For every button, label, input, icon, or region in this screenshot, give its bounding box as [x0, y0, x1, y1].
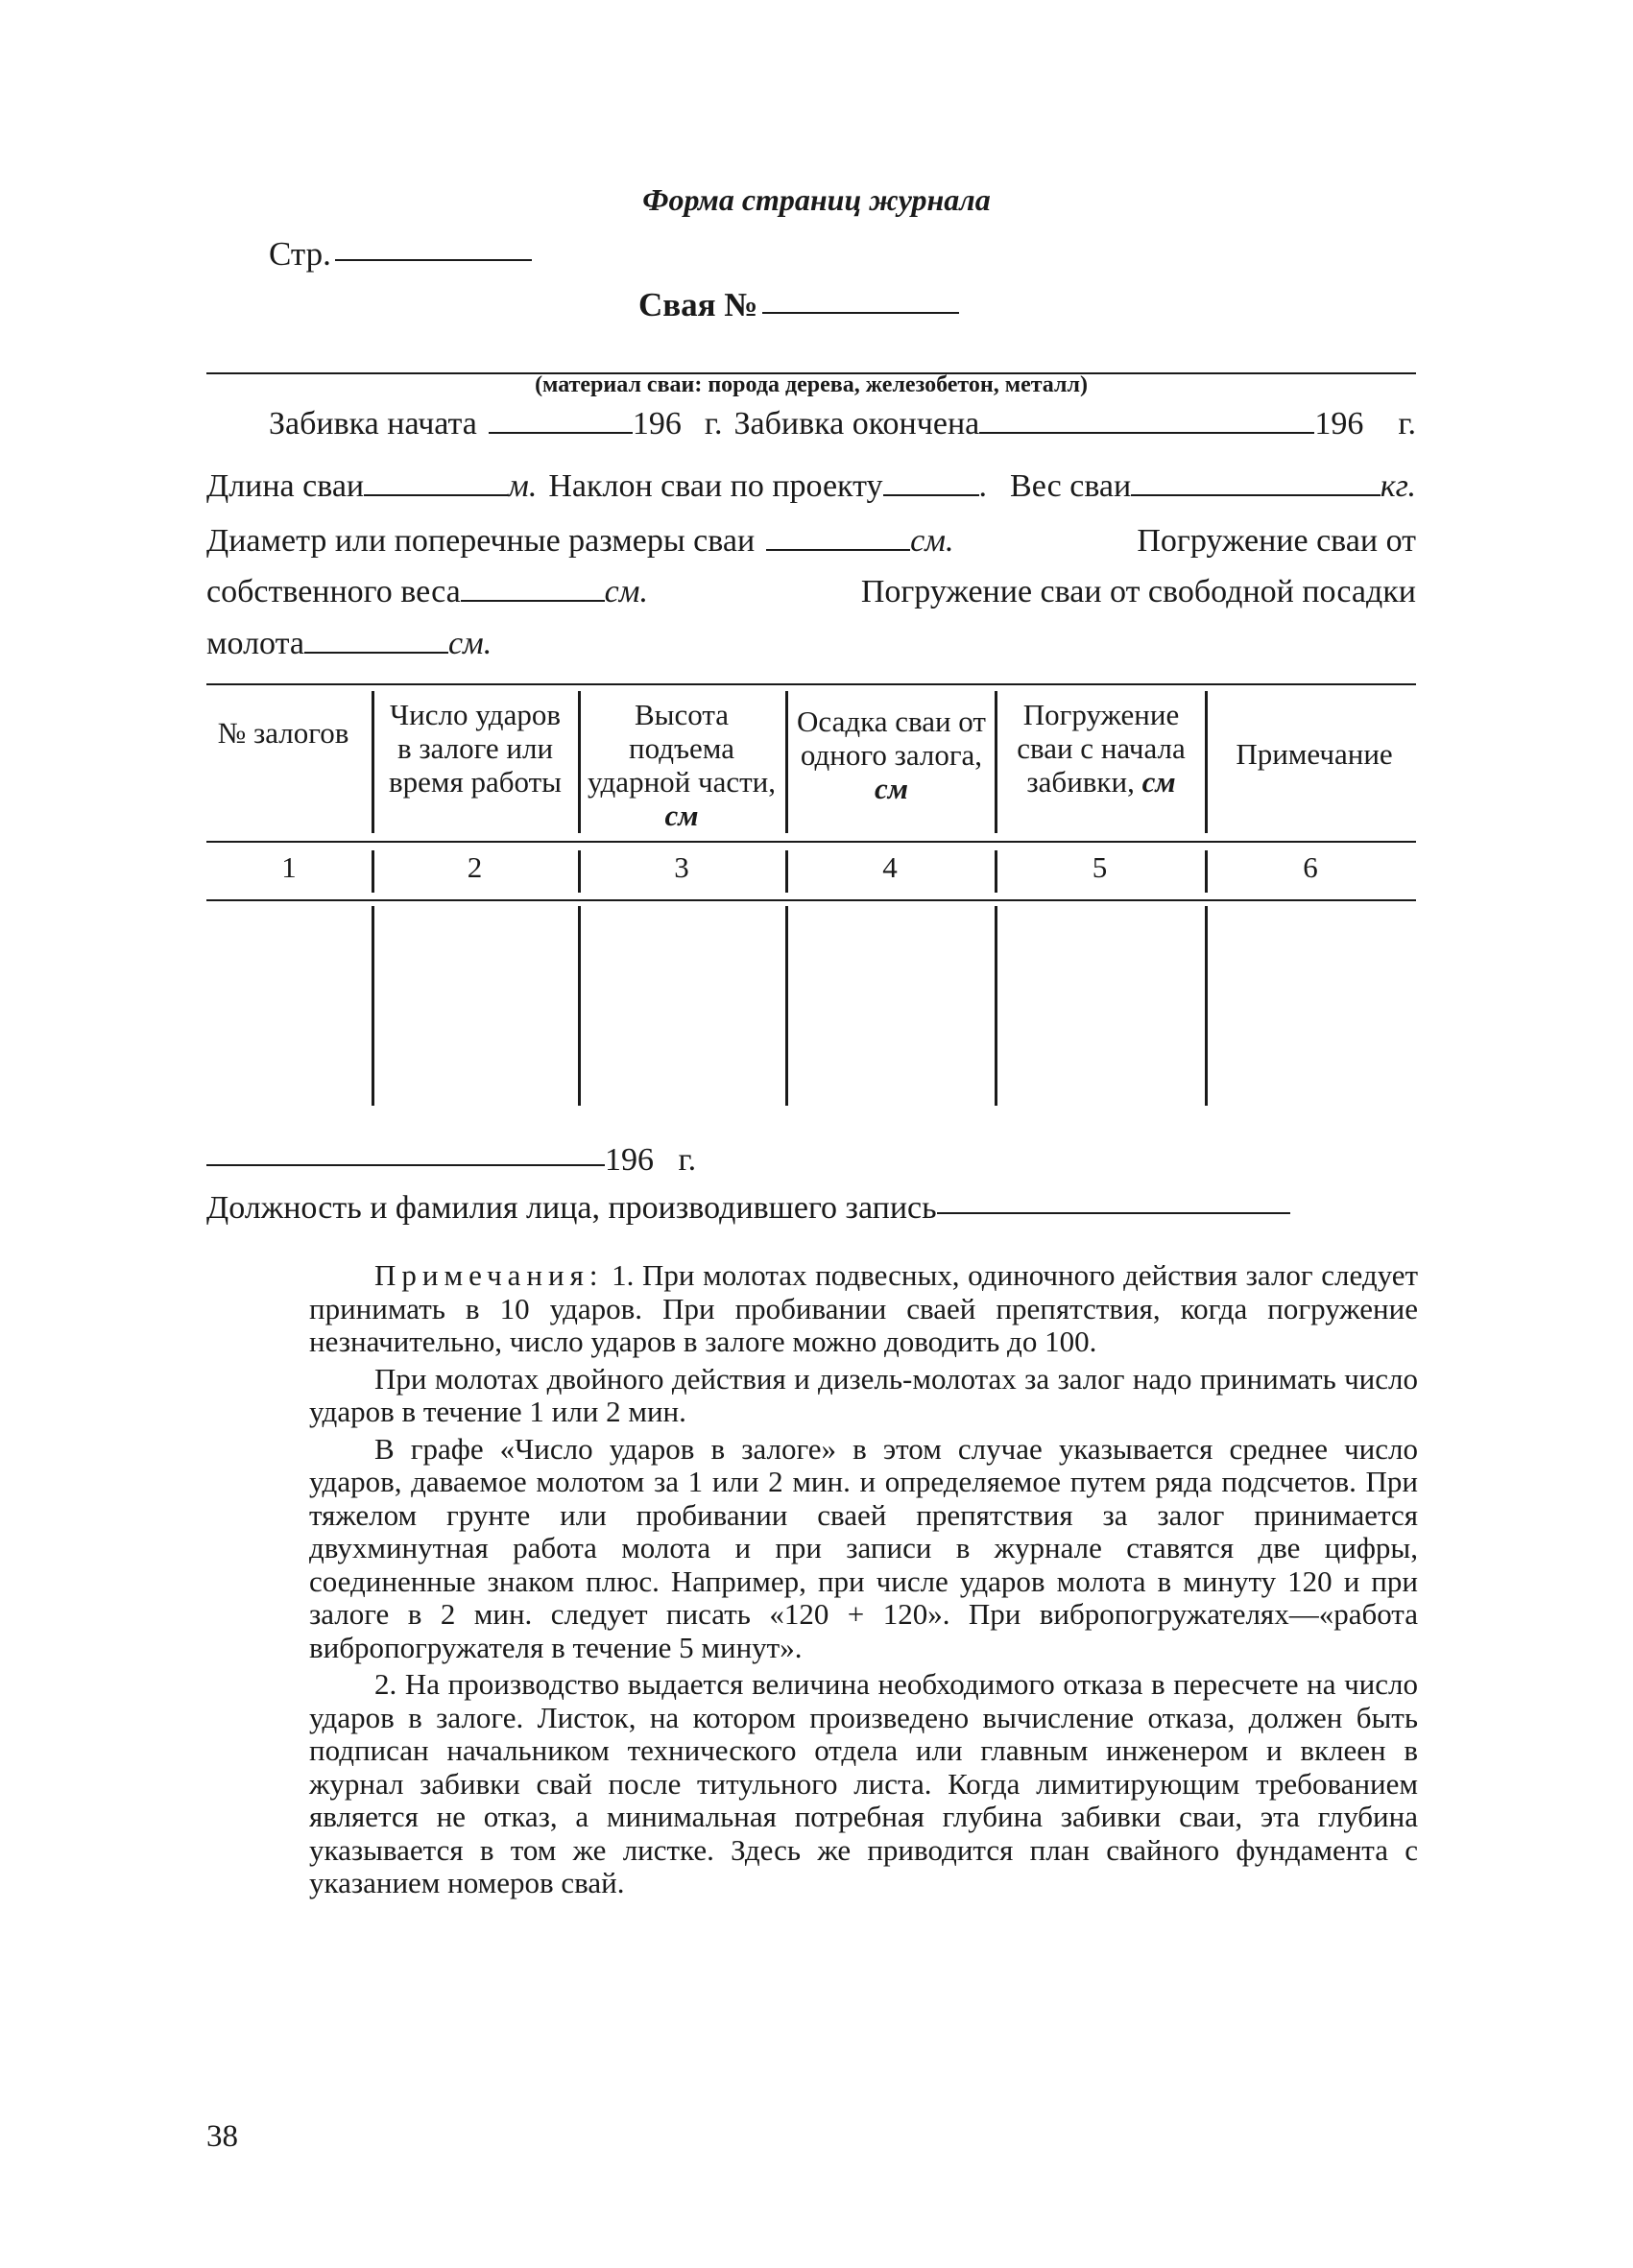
header-col-2: Число ударов в залоге или время работы [388, 698, 563, 799]
note-paragraph-4: 2. На производство выдается величина необходимого отказа в пересчете на число ударов в залоге. Листок, на котором произведено вычисление отказа, должен быть подписан начальником технического отдела или главным инженером и вклеен в журнал забивки свай после титульного листа. Когда лимитирующим требованием является не отказ, а минимальная потребная глубина забивки сваи, эта глубина указывается в том же листке. Здесь же приводится план свайного фундамента с указанием номеров свай. [309, 1667, 1418, 1899]
free-drop-unit: см. [447, 626, 492, 661]
driving-started-blank [489, 432, 633, 434]
body-divider-2 [578, 906, 581, 1106]
driving-finished-year-unit: г. [1398, 406, 1416, 442]
table-top-border [206, 683, 1416, 685]
header-col-1: № залогов [217, 716, 349, 750]
header-divider [206, 841, 1416, 843]
note-paragraph-2: При молотах двойного действия и дизель-молотах за залог надо принимать число ударов в течение 1 или 2 мин. [309, 1361, 1418, 1428]
driving-finished-blank [979, 432, 1314, 434]
driving-started-year-unit: г. [704, 406, 723, 442]
recorder-line [206, 1190, 1290, 1227]
pile-diameter-unit: см. [910, 523, 954, 559]
col-divider-2 [578, 691, 581, 833]
note-paragraph-1 [309, 1259, 1418, 1359]
header-col-6: Примечание [1236, 737, 1393, 771]
column-number-1: 1 [281, 850, 297, 884]
header-col-4 [793, 704, 990, 805]
free-drop-blank [304, 652, 448, 654]
notes-lead: Примечания: [374, 1258, 604, 1292]
pile-length-label: Длина сваи [206, 468, 365, 504]
col-divider-3 [785, 691, 788, 833]
pile-length-unit: м. [508, 468, 538, 504]
pile-slope-blank [883, 494, 979, 496]
self-weight-line [206, 574, 1416, 610]
pile-slope-end: . [978, 468, 988, 504]
recorder-blank [937, 1212, 1290, 1214]
column-number-6: 6 [1303, 850, 1318, 884]
body-divider-1 [372, 906, 374, 1106]
header-col-3 [586, 698, 778, 832]
driving-finished-label: Забивка окончена [733, 406, 980, 442]
column-number-5: 5 [1092, 850, 1108, 884]
free-drop-label-a: Погружение сваи от свободной посадки [860, 574, 1416, 609]
page-ref-label: Стр. [269, 235, 331, 273]
driving-finished-year: 196 [1314, 406, 1364, 442]
pile-weight-blank [1131, 494, 1381, 496]
pile-number-field [638, 286, 959, 324]
col-divider-1 [372, 691, 374, 833]
column-number-2: 2 [467, 850, 483, 884]
column-number-4: 4 [882, 850, 898, 884]
self-weight-blank [461, 600, 605, 602]
header-col-5-unit: см [1141, 765, 1176, 799]
pile-length-blank [364, 494, 508, 496]
note-paragraph-3: В графе «Число ударов в залоге» в этом случае указывается среднее число ударов, даваемое молотом за 1 или 2 мин. и определяемое путем ряда подсчетов. При тяжелом грунте или пробивании сваей препятствия за залог принимается двухминутная работа молота и при записи в журнале ставятся две цифры, соединенные знаком плюс. Например, при числе ударов молота в минуту 120 и при залоге в 2 мин. следует писать «120 + 120». При вибропогружателях—«работа вибропогружателя в течение 5 минут». [309, 1431, 1418, 1664]
page-ref-field [269, 235, 532, 274]
self-weight-unit: см. [604, 574, 648, 609]
pile-slope-label: Наклон сваи по проекту [548, 468, 883, 504]
pile-diameter-line [206, 523, 1416, 560]
free-drop-line [206, 626, 1416, 662]
record-date-line [206, 1142, 696, 1179]
page-number: 38 [206, 2119, 238, 2154]
body-divider-5 [1205, 906, 1208, 1106]
notes-block [309, 1259, 1418, 1904]
header-col-4-text: Осадка сваи от одного залога, [797, 704, 986, 772]
col-divider-5 [1205, 691, 1208, 833]
driving-started-label: Забивка начата [269, 406, 477, 442]
column-number-3: 3 [674, 850, 689, 884]
pile-length-line [206, 468, 1416, 505]
body-divider-3 [785, 906, 788, 1106]
record-date-unit: г. [678, 1142, 697, 1178]
col-divider-4 [995, 691, 997, 833]
pile-weight-unit: кг. [1380, 468, 1416, 504]
record-date-year: 196 [605, 1142, 654, 1178]
form-heading: Форма страниц журнала [642, 182, 991, 217]
driving-dates-line [269, 406, 1416, 442]
self-weight-label-a: Погружение сваи от [1137, 523, 1416, 559]
header-col-5-text: Погружение сваи с начала забивки, [1017, 698, 1186, 799]
page-ref-blank [335, 259, 532, 261]
pile-diameter-blank [766, 549, 910, 551]
header-col-3-unit: см [664, 799, 699, 832]
free-drop-label-b: молота [206, 626, 304, 661]
self-weight-label-b: собственного веса [206, 574, 461, 609]
driving-started-year: 196 [632, 406, 682, 442]
recorder-label: Должность и фамилия лица, производившего запись [206, 1190, 937, 1226]
body-divider-4 [995, 906, 997, 1106]
header-col-3-text: Высота подъема ударной части, [587, 698, 776, 799]
header-col-5 [1002, 698, 1200, 799]
pile-diameter-label: Диаметр или поперечные размеры сваи [206, 523, 756, 559]
material-caption: (материал сваи: порода дерева, железобетон, металл) [535, 372, 1088, 397]
pile-weight-label: Вес сваи [1010, 468, 1132, 504]
pile-number-blank [762, 312, 959, 314]
pile-number-label: Свая № [638, 286, 758, 323]
column-numbers-divider [206, 899, 1416, 901]
record-date-blank [206, 1164, 605, 1166]
note-1-text: 1. При молотах подвесных, одиночного действия залог следует принимать в 10 ударов. При пробивании сваей препятствия, когда погружение незначительно, число ударов в залоге можно доводить до 100. [309, 1258, 1419, 1358]
header-col-4-unit: см [875, 772, 908, 805]
